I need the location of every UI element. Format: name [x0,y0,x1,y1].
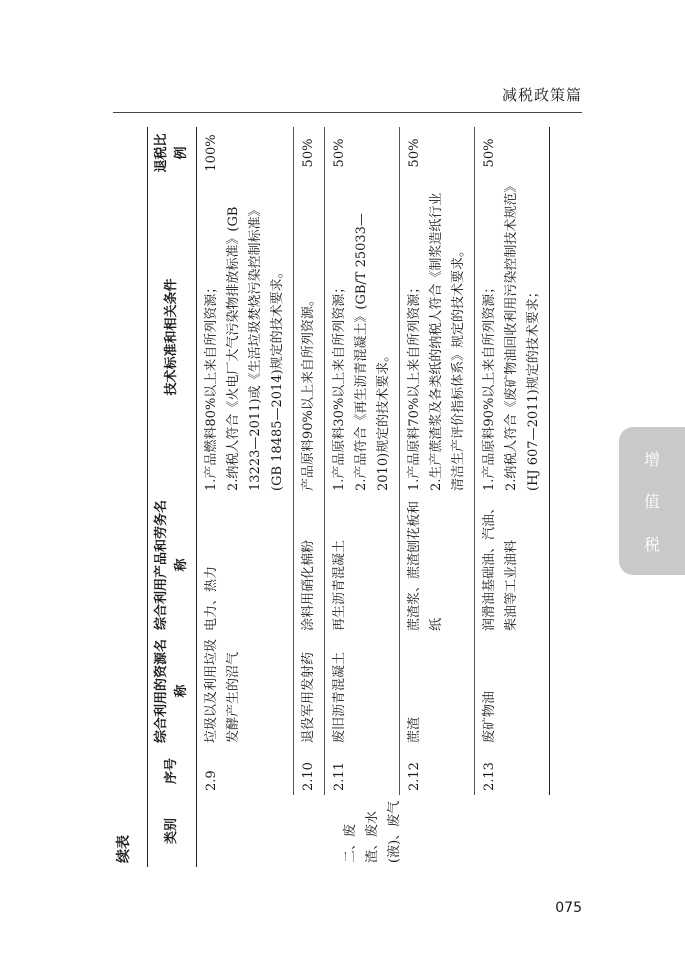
col-header-category: 类别 [148,795,197,867]
tech-line: 2.纳税人符合《废矿物油回收利用污染控制技术规范》(HJ 607—2011)规定的技术要求； [504,186,541,491]
resource-name: 退役军用发射药 [294,635,325,747]
rotated-table-region [113,127,576,867]
policy-table [147,127,550,867]
refund-ratio: 50% [400,127,475,179]
tech-conditions [400,179,475,495]
product-name: 蔗渣浆、蔗渣刨花板和纸 [400,495,475,635]
resource-name: 垃圾以及利用垃圾发酵产生的沼气 [197,635,294,747]
product-name: 润滑油基础油、汽油、柴油等工业油料 [475,495,550,635]
refund-ratio: 50% [294,127,325,179]
table-header-row [148,127,197,867]
table-row [197,127,294,867]
tech-line: 2.生产蔗渣浆及各类纸的纳税人符合《制浆造纸行业清洁生产评价指标体系》规定的技术要求。 [429,192,466,491]
row-number: 2.9 [197,747,294,795]
product-name: 涂料用硝化棉粉 [294,495,325,635]
tech-line: 产品原料90%以上来自所列资源。 [301,293,316,491]
page-number: 075 [555,900,582,916]
resource-name: 蔗渣 [400,635,475,747]
row-number: 2.11 [325,747,400,795]
category-cell: 二、废渣、废水(液)、废气 [343,800,403,863]
resource-name: 废矿物油 [475,635,550,747]
side-tab-char: 税 [643,535,660,555]
row-number: 2.13 [475,747,550,795]
table-row [475,127,550,867]
tech-conditions [325,179,400,495]
tech-conditions [294,179,325,495]
rotated-table-wrap [113,127,576,867]
tech-line: 2.纳税人符合《火电厂大气污染物排放标准》(GB 13223—2011)或《生活垃圾焚烧污染控制标准》(GB 18485—2014)规定的技术要求。 [226,203,285,491]
product-name: 电力、热力 [197,495,294,635]
product-name: 再生沥青混凝土 [325,495,400,635]
col-header-number: 序号 [148,747,197,795]
tech-line: 2.产品符合《再生沥青混凝土》(GB/T 25033—2010)规定的技术要求。 [354,213,391,491]
col-header-resource: 综合利用的资源名称 [148,635,197,747]
row-number: 2.12 [400,747,475,795]
col-header-tech: 技术标准和相关条件 [148,179,197,495]
tech-conditions [475,179,550,495]
side-tab-char: 值 [643,492,660,512]
row-number: 2.10 [294,747,325,795]
table-row [294,127,325,867]
resource-name: 废旧沥青混凝土 [325,635,400,747]
col-header-product: 综合利用产品和劳务名称 [148,495,197,635]
tech-line: 1.产品原料30%以上来自所列资源； [332,280,347,491]
tech-line: 1.产品原料90%以上来自所列资源； [482,280,497,491]
table-row [325,127,400,867]
header-rule [113,112,582,113]
col-header-ratio: 退税比例 [148,127,197,179]
running-header: 减税政策篇 [501,86,582,104]
refund-ratio: 50% [475,127,550,179]
refund-ratio: 50% [325,127,400,179]
table-row [400,127,475,867]
tech-conditions [197,179,294,495]
side-tab-char: 增 [643,449,660,469]
refund-ratio: 100% [197,127,294,179]
tech-line: 1.产品原料70%以上来自所列资源； [407,280,422,491]
continued-label: 续表 [116,835,132,863]
side-tab-vat [619,427,685,575]
tech-line: 1.产品燃料80%以上来自所列资源； [204,280,219,491]
